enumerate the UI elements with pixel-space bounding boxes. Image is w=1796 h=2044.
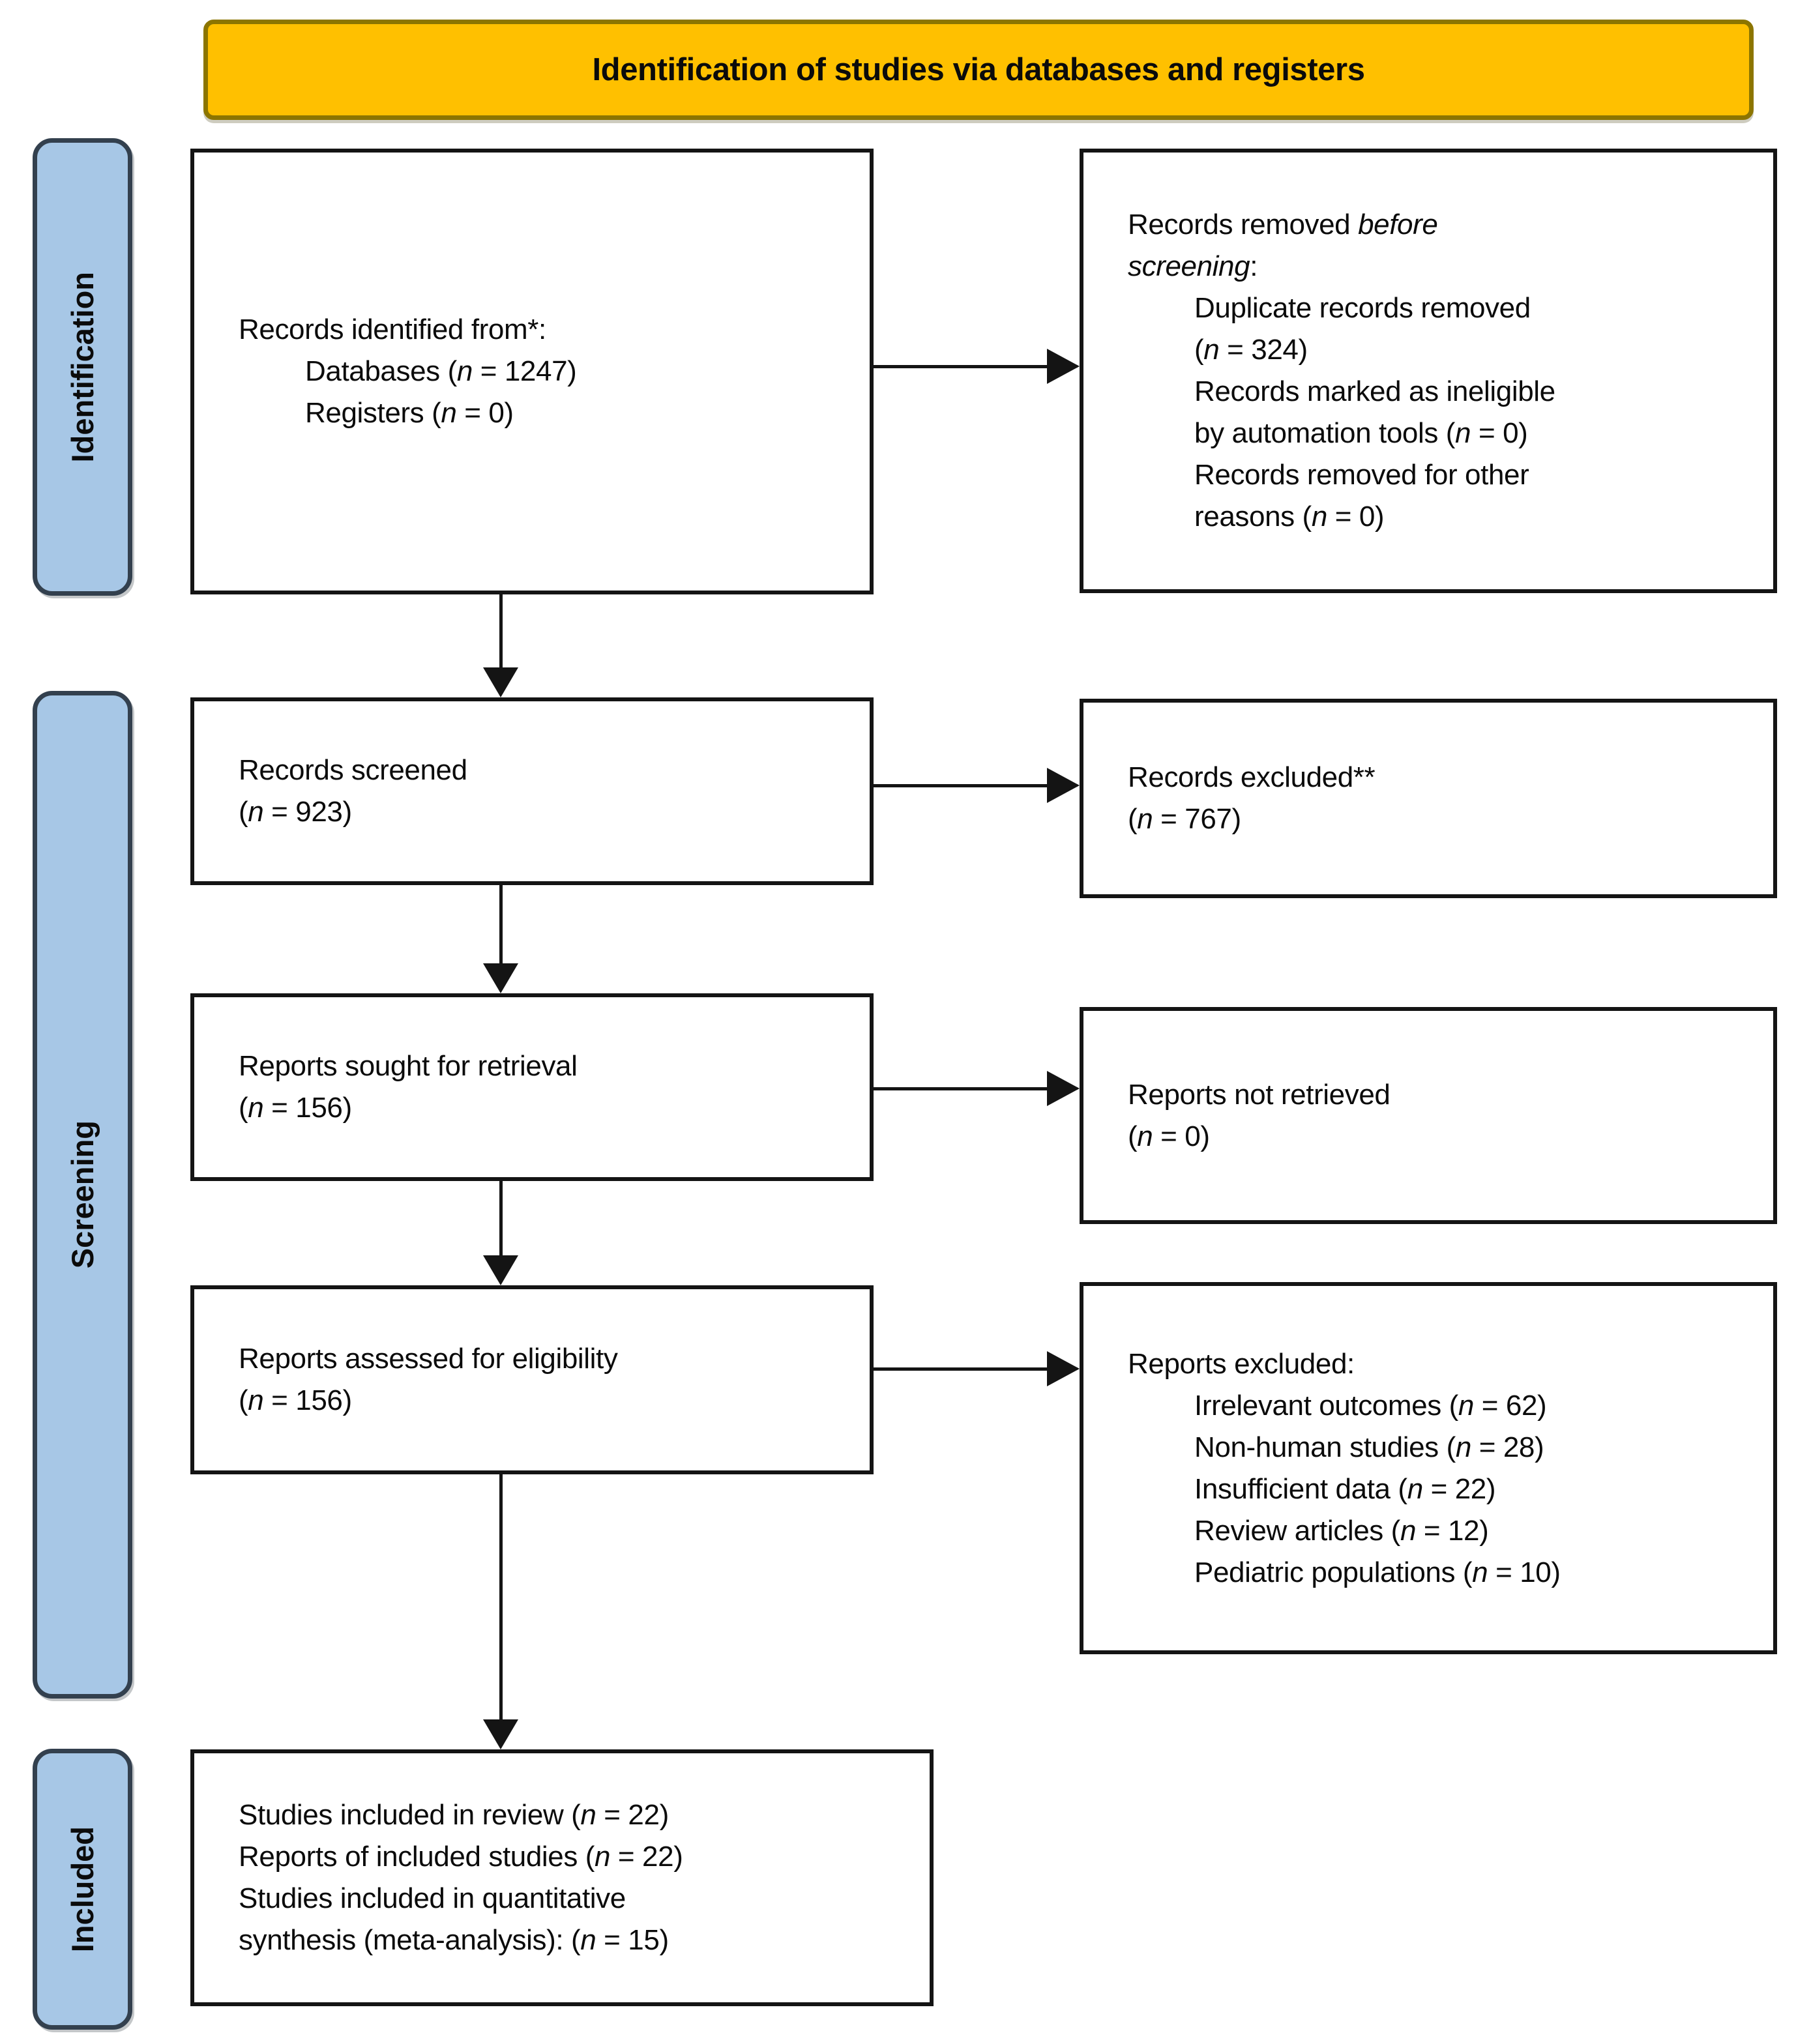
stage-screening	[33, 691, 132, 1699]
reports-not-retrieved-line: Reports not retrieved	[1128, 1078, 1391, 1111]
records-removed-heading: Records removed before screening:	[1128, 209, 1438, 282]
arrow-screened-to-excluded-head	[1047, 768, 1080, 803]
arrow-sought-to-assessed-line	[499, 1181, 503, 1255]
reports-excluded-item: Non-human studies (n = 28)	[1194, 1431, 1544, 1463]
studies-included-item: Reports of included studies (n = 22)	[239, 1841, 683, 1873]
reports-sought-count: (n = 156)	[239, 1092, 352, 1124]
arrow-sought-to-assessed-head	[483, 1255, 518, 1285]
records-excluded-line: Records excluded**	[1128, 761, 1376, 793]
studies-included-item: Studies included in review (n = 22)	[239, 1799, 669, 1831]
box-reports-excluded	[1080, 1282, 1777, 1654]
arrow-sought-to-notretrieved-line	[874, 1087, 1047, 1090]
reports-excluded-item: Review articles (n = 12)	[1194, 1514, 1489, 1547]
records-screened-count: (n = 923)	[239, 796, 352, 828]
records-removed-item: Duplicate records removed (n = 324)	[1194, 292, 1531, 366]
diagram-title: Identification of studies via databases and registers	[592, 52, 1365, 87]
records-excluded-count: (n = 767)	[1128, 803, 1241, 835]
reports-excluded-item: Insufficient data (n = 22)	[1194, 1472, 1496, 1505]
records-removed-item: Records marked as ineligible by automation tools (n = 0)	[1194, 375, 1555, 449]
arrow-identified-to-screened-head	[483, 667, 518, 697]
reports-sought-line: Reports sought for retrieval	[239, 1050, 578, 1082]
reports-not-retrieved-count: (n = 0)	[1128, 1120, 1210, 1152]
box-studies-included	[190, 1749, 934, 2006]
studies-included-item: Studies included in quantitative synthesis (meta-analysis): (n = 15)	[239, 1882, 669, 1956]
records-removed-item: Records removed for other reasons (n = 0)	[1194, 459, 1529, 533]
arrow-assessed-to-reportsexcluded-head	[1047, 1351, 1080, 1386]
stage-included	[33, 1749, 132, 2030]
reports-excluded-heading: Reports excluded:	[1128, 1347, 1355, 1380]
reports-assessed-line: Reports assessed for eligibility	[239, 1343, 618, 1375]
arrow-identified-to-removed-line	[874, 365, 1047, 368]
box-records-removed	[1080, 149, 1777, 593]
title-banner	[203, 20, 1754, 120]
records-screened-line: Records screened	[239, 754, 467, 786]
records-identified-item: Databases (n = 1247)	[305, 355, 577, 387]
arrow-screened-to-sought-head	[483, 963, 518, 993]
box-records-excluded	[1080, 699, 1777, 898]
arrow-screened-to-sought-line	[499, 885, 503, 963]
records-identified-item: Registers (n = 0)	[305, 397, 514, 429]
arrow-assessed-to-included-line	[499, 1474, 503, 1719]
reports-excluded-item: Irrelevant outcomes (n = 62)	[1194, 1389, 1547, 1422]
arrow-identified-to-removed-head	[1047, 349, 1080, 384]
box-reports-not-retrieved	[1080, 1007, 1777, 1224]
box-records-identified	[190, 149, 874, 594]
stage-screening-label: Screening	[65, 1120, 100, 1269]
reports-assessed-count: (n = 156)	[239, 1384, 352, 1416]
box-records-screened	[190, 697, 874, 885]
box-reports-sought	[190, 993, 874, 1181]
arrow-assessed-to-included-head	[483, 1719, 518, 1749]
arrow-identified-to-screened-line	[499, 594, 503, 667]
arrow-screened-to-excluded-line	[874, 784, 1047, 787]
reports-excluded-item: Pediatric populations (n = 10)	[1194, 1556, 1561, 1588]
stage-identification	[33, 138, 132, 596]
box-reports-assessed	[190, 1285, 874, 1474]
stage-included-label: Included	[65, 1826, 100, 1953]
records-identified-heading: Records identified from*:	[239, 314, 546, 345]
stage-identification-label: Identification	[65, 271, 100, 463]
arrow-sought-to-notretrieved-head	[1047, 1071, 1080, 1106]
arrow-assessed-to-reportsexcluded-line	[874, 1367, 1047, 1371]
